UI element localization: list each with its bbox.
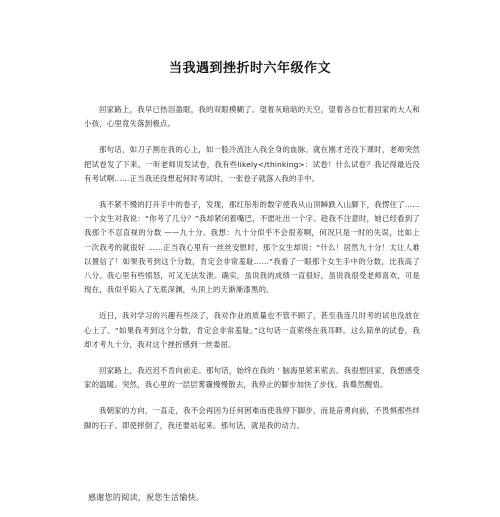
paragraph-1: 回家路上，我早已热泪盈眶，我的双眼模糊了。望着灰暗暗的天空，望着各自忙着回家的大人和小孩，心里竟失落到极点。	[84, 105, 420, 129]
paragraph-3: 我不紧不慢的打开手中的卷子，发现，那红彤彤的数字使我从山顶瞬跌入山脚下，我愣住了……一个女生对我说：“你考了几分？”我却紧闭着嘴巴，不愿吐出一个字。趁我不注意时，她已经看到了我那个不忍直视的分数 ——九十分。我想：九十分似乎不会很差啊，何况只是一时的失误，比如上一次我考的就很好 ……正当我心里有一丝丝安慰时，那个女生却说：“什么！居然九十分！太让人难以置信了！如果我考到这个分数，肯定会非常羞耻……”我看了一眼那个女生手中的分数，比我高了八分。我心里有些愤怒，可又无法发泄。确实，虽说我的成绩一直很好，虽说我很受老师喜欢，可是现在，我似乎陷入了无底深渊，头顶上的天渐渐漆黑的。	[84, 200, 420, 295]
document-title: 当我遇到挫折时六年级作文	[168, 61, 331, 76]
document-body	[84, 103, 420, 445]
paragraph-4: 近日，我对学习的兴趣有些淡了，我对作业的质量也不管不顾了，甚至我连几时考的试也没放在心上了。“如果我考到这个分数，肯定会非常羞耻。”这句话一直萦绕在我耳畔。这么简单的试卷，我却才考九十分，我对这个挫折感到一丝委屈。	[84, 311, 420, 349]
paragraph-2: 那句话，如刀子割在我的心上，如一股冷流注入我全身的血脉。就在刚才还没下课时，老师突然把试卷发了下来。一听老师说发试卷，我有些likely</thinking>：试卷！什么试卷？我记得最近没有考试啊……正当我还没想起何时考试时，一张卷子就落入我的手中。	[84, 145, 420, 183]
paragraph-6: 我朝家的方向，一直走，我不会再因为任何困难而使我停下脚步，而是奋勇向前，不畏惧那些绊脚的石子。即使摔倒了，我还要站起来。那句话，就是我的动力。	[84, 406, 420, 430]
closing-note: 感谢您的阅读，祝您生活愉快。	[88, 493, 205, 502]
paragraph-5: 回家路上，我迟迟不肯向前走。那句话，始终在我的 ’ 脑海里萦来萦去。我很想回家，我想感受家的温暖。突然，我心里的一层层雾霾慢慢散去，我停止的脚步加快了步伐。我蓦然醒悟。	[84, 366, 420, 390]
